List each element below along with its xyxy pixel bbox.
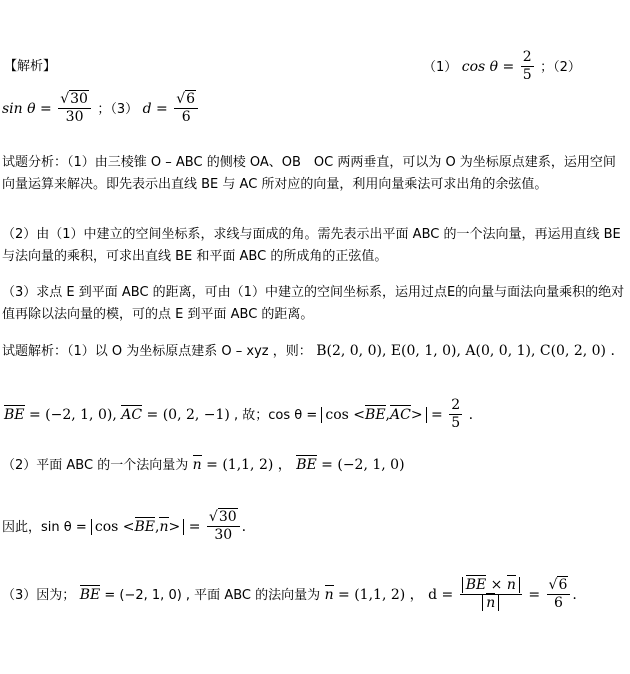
answer-1: （1） cos θ = $\frac{2}{5}$ ；（2） (423, 49, 581, 84)
solution-line-3: （2）平面 ABC 的一个法向量为 n = (1,1, 2) ， BE = (−2, 1, 0) (2, 457, 405, 473)
analysis-tag: 【解析】 (4, 59, 57, 74)
solution-line-1: 试题解析：（1）以 O 为坐标原点建系 O – xyz ，则： B(2, 0, 0), E(0, 1, 0), A(0, 0, 1), C(0, 2, 0) . (2, 343, 615, 359)
solution-line-5: （3）因为； BE = (−2, 1, 0) , 平面 ABC 的法向量为 n = (1,1, 2) ， d = $\frac{BE \times n}{n}$ = $\frac{√6}{6}$ . (2, 577, 577, 612)
analysis-paragraph-2: （2）由（1）中建立的空间坐标系，求线与面成的角。需先表示出平面 ABC 的一个法向量，再运用直线 BE 与法向量的乘积，可求出直线 BE 和平面 ABC 的所成角的正弦值。 (2, 227, 621, 264)
analysis-paragraph-3: （3）求点 E 到平面 ABC 的距离，可由（1）中建立的空间坐标系，运用过点E的向量与面法向量乘积的绝对值再除以法向量的模，可的点 E 到平面 ABC 的距离。 (2, 285, 625, 322)
solution-line-4: 因此，sin θ = cos <BE,n> = $\frac{√30}{30}$ . (2, 509, 247, 544)
answer-2-3: sin θ = $\frac{√30}{30}$ ；（3） d = $\frac{√6}{6}$ (2, 92, 200, 126)
analysis-paragraph-1: 试题分析：（1）由三棱锥 O – ABC 的侧棱 OA、OB OC 两两垂直，可以为 O 为坐标原点建系，运用空间向量运算来解决。即先表示出直线 BE 与 AC 所对应的向量，利用向量乘法可求出角的余弦值。 (2, 155, 616, 192)
solution-line-2: BE = (−2, 1, 0), AC = (0, 2, −1) , 故；cos θ = cos <BE,AC> = $\frac{2}{5}$ . (4, 397, 474, 432)
